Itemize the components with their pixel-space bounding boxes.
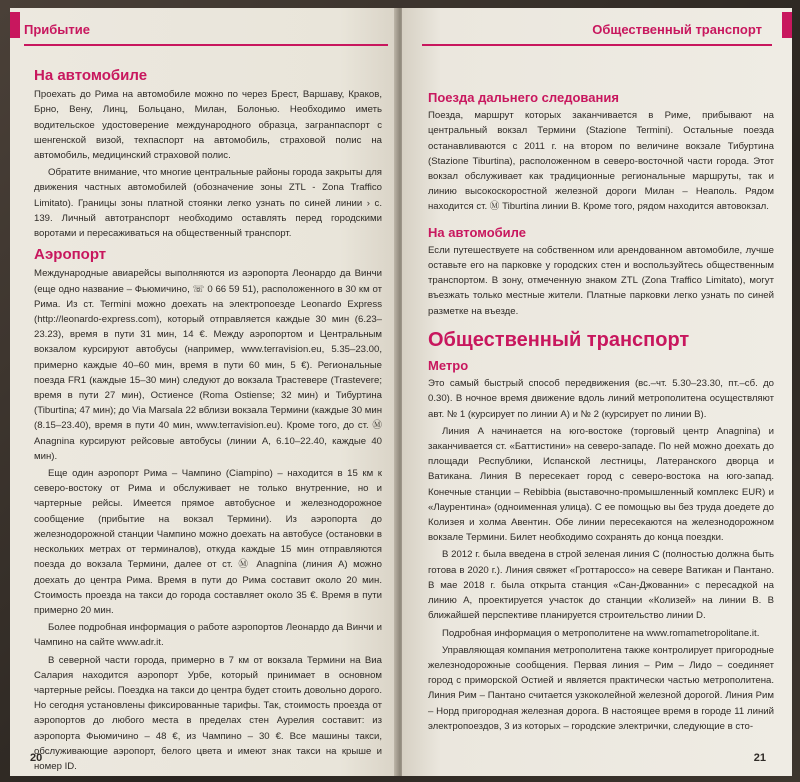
chapter-tab-right xyxy=(782,12,792,38)
right-header-rule xyxy=(422,44,772,46)
metro-paragraph-2: Линия A начинается на юго-востоке (торговый центр Anagnina) и заканчивается ст. «Баттистини» на северо-западе. По ней можно доехать до площади Республики, Испанской лестницы, Латеранского дворца и Ватикана. Линия B пересекает город с северо-востока на юго-запад. Конечные станции – Rebibbia (выставочно-промышленный комплекс EUR) и «Лаурентина» (одноименная улица). С ее помощью вы без труда доедете до Колизея и холма Авентин. Обе линии пересекаются на железнодорожном вокзале Термини. Билет необходимо сохранять до конца поездки. xyxy=(428,425,774,544)
right-page xyxy=(402,8,792,776)
left-header-rule xyxy=(24,44,388,46)
car-heading-right: На автомобиле xyxy=(428,224,526,240)
trains-paragraph: Поезда, маршрут которых заканчивается в Риме, прибывают на центральный вокзал Термини (Stazione Termini). Остальные поезда останавливаются с 2011 г. на втором по величине вокзале Тибуртина (Stazione Tiburtina), расположенном в северо-восточной части города. Этот вокзал обслуживает как традиционные региональные маршруты, так и линию высокоскоростной железной дороги Милан – Неаполь. Рядом находится ст. Ⓜ Tiburtina линии B. Кроме того, рядом находится автовокзал. xyxy=(428,110,774,213)
metro-heading: Метро xyxy=(428,358,469,374)
car-paragraph-2: Обратите внимание, что многие центральные районы города закрыты для движения частных автомобилей (обозначение зоны ZTL - Zona Traffico Limitato). Границы зоны платной стоянки легко узнать по синей линии › с. 139. Личный автотранспорт необходимо оставлять перед городскими воротами и пересаживаться на общественный транспорт. xyxy=(34,167,382,240)
public-transport-heading: Общественный транспорт xyxy=(428,328,690,351)
metro-paragraph-4: Подробная информация о метрополитене на www.romametropolitane.it. xyxy=(442,627,760,639)
airport-heading: Аэропорт xyxy=(34,246,107,264)
airport-paragraph-1: Международные авиарейсы выполняются из аэропорта Леонардо да Винчи (еще одно название – Фьюмичино, ☏ 0 66 59 51), расположенного в 30 км от Рима. Из ст. Termini можно доехать на электропоезде Leonardo Express (http://leonardo-express.com), который отправляется каждые 30 мин (6.23–23.23), время в пути 31 мин, 14 €. Между аэропортом и Центральным вокзалом курсируют автобусы (например, www.terravision.eu, 5.35–23.00, примерно каждые 40–60 мин, время в пути 60 мин, 5 €). Региональные поезда FR1 (каждые 15–30 мин) следуют до вокзала Трастевере (Trastevere; время в пути 27 мин), Остиенсе (Roma Ostiense; 32 мин) и Тибуртина (Tiburtina; 47 мин); до Via Marsala 22 вблизи вокзала Термини (каждые 30 мин (8.15–23.40), время в пути 40 мин, www.terravision.eu). Кроме того, до ст. Ⓜ Anagnina курсируют рейсовые автобусы (линии A, 6.10–22.40, каждые 40 мин). xyxy=(34,268,382,462)
left-column xyxy=(34,68,382,776)
left-running-header: Прибытие xyxy=(24,22,90,37)
right-column xyxy=(428,80,774,736)
trains-heading: Поезда дальнего следования xyxy=(428,90,619,105)
page-number-right: 21 xyxy=(753,752,766,764)
airport-paragraph-3: Более подробная информация о работе аэропортов Леонардо да Винчи и Чампино на сайте www.adr.it. xyxy=(34,622,382,649)
metro-paragraph-3: В 2012 г. была введена в строй зеленая линия C (полностью должна быть готова в 2020 г.). Линия свяжет «Гроттаросcо» на севере Ватикан и Пантано. В мае 2018 г. была открыта станция «Сан-Джованни» с пересадкой на линию A, проектируется участок до станции «Колизей» на линии B. В ближайшей перспективе планируется строительство линии D. xyxy=(428,549,774,622)
metro-paragraph-5: Управляющая компания метрополитена также контролирует пригородные железнодорожные сообщения. Первая линия – Рим – Лидо – соединяет город с приморской Остией и является практически частью метрополитена. Линия Рим – Пантано считается узкоколейной железной дорогой. Линия Рим – Норд пригородная железная дорога. В настоящее время в городе 11 линий электропоездов, 3 из которых – городские электрички, следующие в сто- xyxy=(428,644,774,732)
page-number-left: 20 xyxy=(30,752,43,764)
book-spread xyxy=(10,8,792,776)
metro-paragraph-1: Это самый быстрый способ передвижения (вс.–чт. 5.30–23.30, пт.–сб. до 0.30). В ночное время движение вдоль линий метрополитена осуществляют авт. № 1 (курсирует по линии A) и № 2 (курсирует по линии B). xyxy=(428,378,774,420)
airport-paragraph-2: Еще один аэропорт Рима – Чампино (Ciampino) – находится в 15 км к северо-востоку от Рима и обслуживает не только внутренние, но и чартерные рейсы. Имеется прямое автобусное и железнодорожное сообщение (прибытие на вокзал Термини). Из аэропорта до железнодорожной станции Чампино можно доехать на автобусе (остановки в нескольких метрах от терминалов), откуда каждые 15 мин отправляются поезда до вокзала Термини, далее от ст. Ⓜ Anagnina (линия A) можно доехать до центра Рима. Время в пути до Рима составит около 20 мин. Стоимость проезда на такси до города составляет около 35 €. Время в пути примерно 20 мин. xyxy=(34,468,382,616)
car-heading-left: На автомобиле xyxy=(34,67,148,84)
airport-paragraph-4: В северной части города, примерно в 7 км от вокзала Термини на Виа Салария находится аэропорт Урбе, который принимает в основном чартерные рейсы. Поездка на такси до центра будет стоить довольно дорого. Но сегодня установлены фиксированные тарифы. Так, стоимость проезда от аэропортов до любого места в пределах стен Аурелия составит: из аэропорта Фьюмичино – 48 €, из Чампино – 30 €. Все машины такси, обслуживающие аэропорт, белого цвета и имеют знак такси на крыше и номер ID. xyxy=(34,654,382,772)
chapter-tab-left xyxy=(10,12,20,38)
car-paragraph-1: Проехать до Рима на автомобиле можно по через Брест, Варшаву, Краков, Брно, Вену, Линц, Больцано, Милан, Болонью. Необходимо иметь водительское удостоверение международного образца, загранпаспорт с шенгенской визой, техпаспорт на автомобиль, страховой полис на автомобиль, медицинский страховой полис. xyxy=(34,89,382,162)
left-page xyxy=(10,8,398,776)
right-running-header: Общественный транспорт xyxy=(592,22,762,37)
car-paragraph-right: Если путешествуете на собственном или арендованном автомобиле, лучше оставьте его на парковке у городских стен и воспользуйтесь общественным транспортом. В зону, отмеченную знаком ZTL (Zona Traffico Limitato), могут въезжать только местные жители. Платные парковки легко узнать по синей разметке на въезде. xyxy=(428,244,774,317)
